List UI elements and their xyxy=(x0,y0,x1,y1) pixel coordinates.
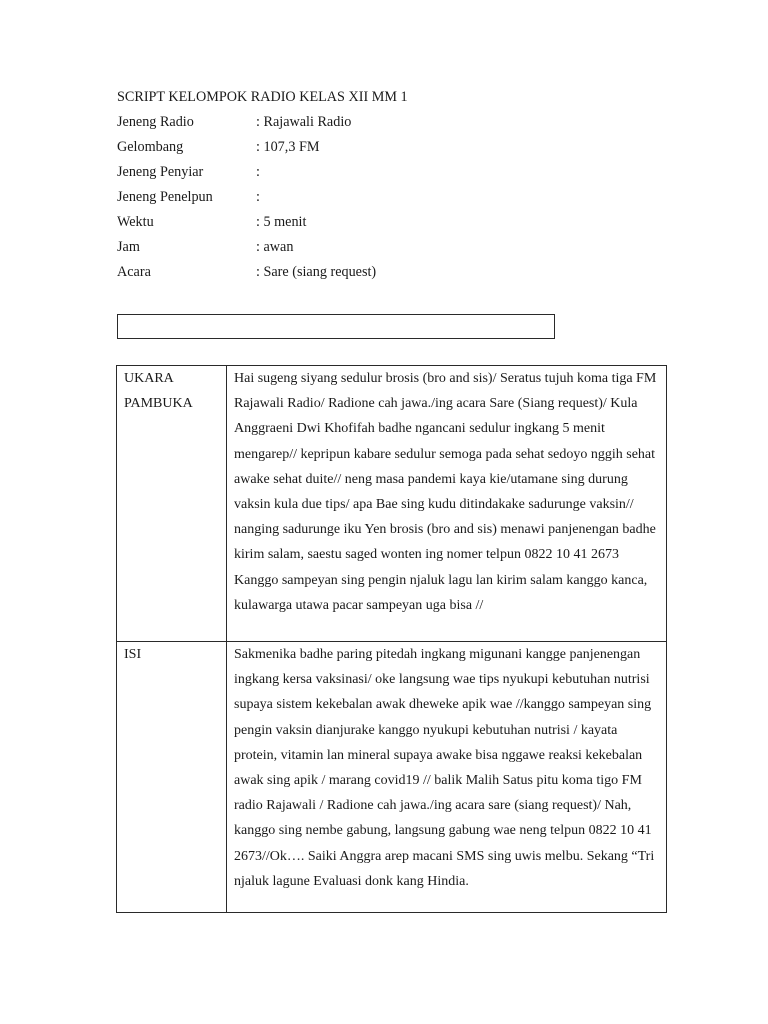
section-label-opening: UKARA PAMBUKA xyxy=(117,366,227,642)
meta-label: Acara xyxy=(117,264,151,280)
meta-label: Wektu xyxy=(117,214,154,230)
table-row xyxy=(117,366,667,642)
meta-value: : Sare (siang request) xyxy=(256,264,377,280)
meta-value: : xyxy=(256,164,260,180)
meta-value: : awan xyxy=(256,239,294,255)
section-label-content: ISI xyxy=(117,642,227,913)
meta-value: : Rajawali Radio xyxy=(256,114,352,130)
table-row xyxy=(117,642,667,913)
section-text-content: Sakmenika badhe paring pitedah ingkang migunani kangge panjenengan ingkang kersa vaksinasi/ oke langsung wae tips nyukupi kebutuhan nutrisi supaya sistem kekebalan awak dheweke apik wae //kanggo sampeyan sing pengin vaksin dianjurake kanggo nyukupi kebutuhan nutrisi / kayata protein, vitamin lan mineral supaya awake bisa nggawe reaksi kekebalan awak sing apik / marang covid19 // balik Malih Satus pitu koma tigo FM radio Rajawali / Radione cah jawa./ing acara sare (siang request)/ Nah, kanggo sing nembe gabung, langsung gabung wae neng telpun 0822 10 41 2673//Ok…. Saiki Anggra arep macani SMS sing uwis melbu. Sekang “Tri njaluk lagune Evaluasi donk kang Hindia. xyxy=(227,642,667,913)
script-table xyxy=(116,365,667,913)
section-text-opening: Hai sugeng siyang sedulur brosis (bro and sis)/ Seratus tujuh koma tiga FM Rajawali Radio/ Radione cah jawa./ing acara Sare (Siang request)/ Kula Anggraeni Dwi Khofifah badhe ngancani sedulur ingkang 5 menit mengarep// kepripun kabare sedulur semoga pada sehat sedoyo nggih sehat awake sehat duite// neng masa pandemi kaya kie/utamane sing durung vaksin kula due tips/ apa Bae sing kudu ditindakake sadurunge vaksin// nanging sadurunge iku Yen brosis (bro and sis) menawi panjenengan badhe kirim salam, saestu saged wonten ing nomer telpun 0822 10 41 2673 Kanggo sampeyan sing pengin njaluk lagu lan kirim salam kanggo kanca, kulawarga utawa pacar sampeyan uga bisa // xyxy=(227,366,667,642)
meta-label: Jeneng Penelpun xyxy=(117,189,213,205)
meta-label: Jam xyxy=(117,239,140,255)
meta-value: : xyxy=(256,189,260,205)
document-title: SCRIPT KELOMPOK RADIO KELAS XII MM 1 xyxy=(117,89,408,105)
meta-label: Jeneng Penyiar xyxy=(117,164,204,180)
meta-label: Gelombang xyxy=(117,139,184,155)
empty-text-box xyxy=(117,314,555,339)
meta-label: Jeneng Radio xyxy=(117,114,194,130)
meta-value: : 5 menit xyxy=(256,214,307,230)
meta-value: : 107,3 FM xyxy=(256,139,320,155)
